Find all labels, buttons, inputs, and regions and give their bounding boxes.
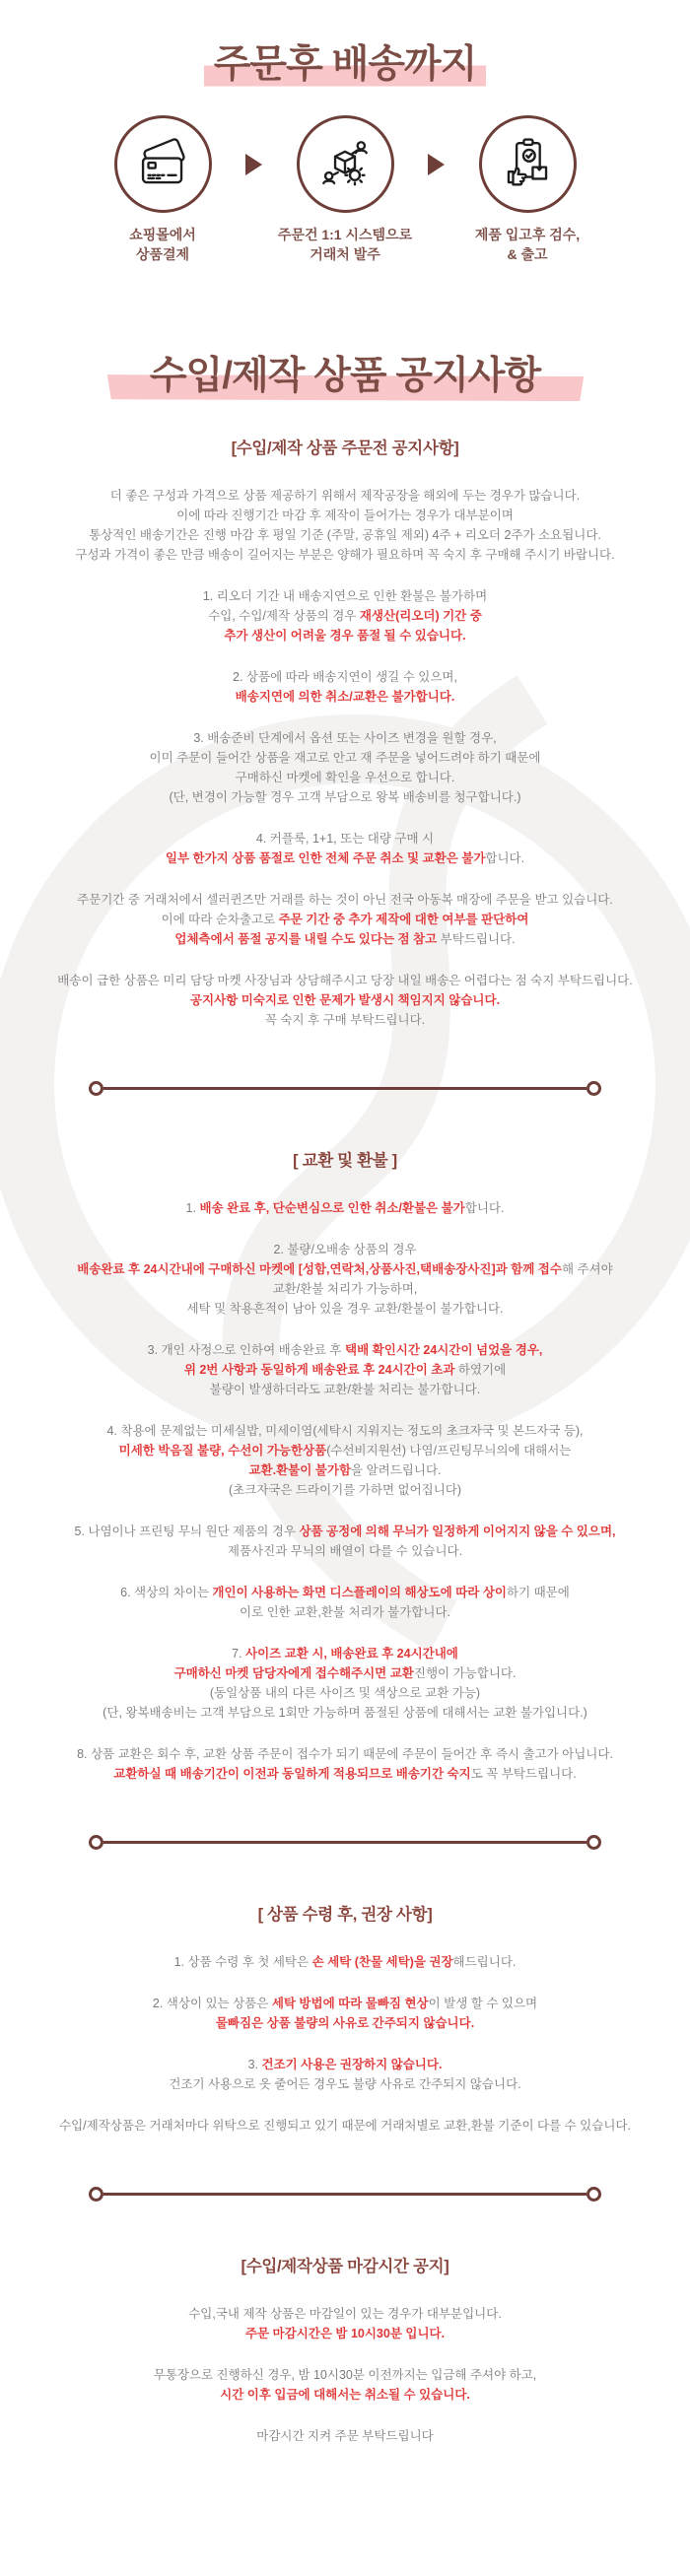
notice-text: 3. 배송준비 단계에서 옵션 또는 사이즈 변경을 원할 경우,: [193, 731, 497, 746]
section-exchange-refund: [0, 1147, 690, 1784]
notice-title: [0, 355, 690, 399]
notice-paragraph: [18, 1340, 672, 1399]
notice-text: 주문기간 중 거래처에서 셀러퀸즈만 거래를 하는 것이 아닌 전국 아동복 매장에 주문을 받고 있습니다.: [77, 893, 613, 908]
order-process-flow: [0, 115, 690, 265]
divider-line: [104, 1841, 586, 1844]
divider-line: [104, 1087, 586, 1090]
notice-text: 합니다.: [464, 1201, 505, 1216]
notice-text-emphasis: 배송지연에 의한 취소/교환은 불가합니다.: [235, 690, 455, 705]
section-heading: [수입/제작 상품 주문전 공지사항]: [231, 440, 459, 458]
notice-text: 무통장으로 진행하신 경우, 밤 10시30분 이전까지는 입금해 주셔야 하고,: [153, 2368, 537, 2383]
notice-paragraph: [18, 971, 672, 1030]
page-title: [0, 0, 690, 88]
notice-paragraph: [18, 1952, 672, 1972]
notice-paragraph: [18, 486, 672, 565]
section-after-receipt: [0, 1901, 690, 2135]
divider-ring-icon: [89, 1081, 104, 1096]
notice-text: 세탁 및 착용흔적이 남아 있을 경우 교환/환불이 불가합니다.: [186, 1302, 504, 1317]
process-step-label: 쇼핑몰에서 상품결제: [129, 226, 196, 263]
notice-text: 꼭 숙지 후 구매 부탁드립니다.: [264, 1013, 426, 1028]
order-system-icon: [297, 115, 394, 213]
notice-text: 1. 리오더 기간 내 배송지연으로 인한 환불은 불가하며: [202, 589, 488, 604]
section-body: [0, 2304, 690, 2446]
notice-text: 1.: [185, 1201, 200, 1216]
notice-text: 합니다.: [485, 851, 525, 866]
notice-text-emphasis: 일부 한가지 상품 품절로 인한 전체 주문 취소 및 교환은 불가: [165, 851, 486, 866]
section-divider: [89, 1081, 601, 1096]
notice-text: 7.: [232, 1647, 246, 1661]
notice-text-emphasis: 추가 생산이 어려울 경우 품절 될 수 있습니다.: [224, 629, 466, 644]
process-step-payment: [80, 115, 245, 265]
notice-text: 해 주셔야: [561, 1262, 613, 1277]
section-body: [0, 1198, 690, 1784]
inspection-shipping-icon: [479, 115, 577, 213]
notice-paragraph: [18, 1744, 672, 1784]
divider-line: [104, 2193, 586, 2196]
notice-paragraph: [18, 2304, 672, 2343]
notice-paragraph: [18, 890, 672, 949]
notice-title-text: 수입/제작 상품 공지사항: [142, 355, 548, 399]
section-heading: [ 교환 및 환불 ]: [293, 1152, 397, 1171]
notice-text-emphasis: 상품 공정에 의해 무늬가 일정하게 이어지지 않을 수 있으며,: [299, 1525, 616, 1539]
bottom-whitespace: [0, 2468, 690, 2576]
divider-ring-icon: [586, 1081, 601, 1096]
notice-text-emphasis: 미세한 박음질 불량, 수선이 가능한상품: [118, 1444, 327, 1458]
notice-text: 이 발생 할 수 있으며: [428, 1997, 538, 2011]
notice-text: 이미 주문이 들어간 상품을 재고로 안고 재 주문을 넣어드려야 하기 때문에: [149, 751, 541, 766]
notice-text-emphasis: 물빠짐은 상품 불량의 사유로 간주되지 않습니다.: [215, 2016, 475, 2031]
notice-text: (단, 왕복배송비는 고객 부담으로 1회만 가능하며 품절된 상품에 대해서는 교환 불가입니다.): [103, 1706, 587, 1721]
section-deadline-notice: [0, 2253, 690, 2446]
notice-paragraph: [18, 667, 672, 707]
notice-text-emphasis: 주문 마감시간은 밤 10시30분 입니다.: [244, 2327, 446, 2341]
notice-text: 해드립니다.: [452, 1955, 517, 1970]
notice-text: 이에 따라 진행기간 마감 후 제작이 들어가는 경우가 대부분이며: [176, 508, 514, 523]
notice-text-emphasis: 시간 이후 입금에 대해서는 취소될 수 있습니다.: [220, 2388, 470, 2403]
notice-text: 2. 상품에 따라 배송지연이 생길 수 있으며,: [233, 670, 457, 685]
notice-paragraph: [18, 2426, 672, 2446]
notice-text-emphasis: 손 세탁 (찬물 세탁)을 권장: [311, 1955, 453, 1970]
notice-text: 교환/환불 처리가 가능하며,: [272, 1282, 418, 1297]
notice-text: 4. 착용에 문제없는 미세실밥, 미세이염(세탁시 지워지는 정도의 초크자국 및 본드자국 등),: [106, 1424, 584, 1439]
notice-text: 2. 불량/오배송 상품의 경우: [273, 1243, 417, 1257]
notice-text-emphasis: 개인이 사용하는 화면 디스플레이의 해상도에 따라 상이: [212, 1586, 507, 1600]
credit-card-icon: [114, 115, 212, 213]
notice-text: 6. 색상의 차이는: [120, 1586, 213, 1600]
notice-text: 5. 나염이나 프린팅 무늬 원단 제품의 경우: [74, 1525, 300, 1539]
notice-text: 배송이 급한 상품은 미리 담당 마켓 사장님과 상담해주시고 당장 내일 배송은 어렵다는 점 숙지 부탁드립니다.: [57, 974, 633, 988]
notice-text: 수입/제작상품은 거래처마다 위탁으로 진행되고 있기 때문에 거래처별로 교환,환불 기준이 다를 수 있습니다.: [59, 2119, 631, 2134]
notice-paragraph: [18, 1198, 672, 1218]
process-step-inspection: [445, 115, 610, 265]
notice-text-emphasis: 건조기 사용은 권장하지 않습니다.: [261, 2058, 443, 2072]
notice-text-emphasis: 택배 확인시간 24시간이 넘었을 경우,: [345, 1343, 543, 1358]
notice-text-emphasis: 배송완료 후 24시간내에 구매하신 마켓에 [성함,연락처,상품사진,택배송장사진]과 함께 접수: [77, 1262, 562, 1277]
notice-paragraph: [18, 2055, 672, 2094]
notice-text-emphasis: 구매하신 마켓 담당자에게 접수해주시면 교환: [173, 1666, 414, 1681]
section-heading: [수입/제작상품 마감시간 공지]: [241, 2258, 449, 2276]
notice-text: (수선비지원선) 나염/프린팅무늬의에 대해서는: [326, 1444, 572, 1458]
arrow-right-icon: [428, 154, 445, 175]
notice-paragraph: [18, 829, 672, 868]
notice-paragraph: [18, 1644, 672, 1723]
notice-text: 도 꼭 부탁드립니다.: [470, 1767, 577, 1782]
divider-ring-icon: [89, 2187, 104, 2202]
notice-text-emphasis: 세탁 방법에 따라 물빠짐 현상: [271, 1997, 429, 2011]
notice-paragraph: [18, 728, 672, 807]
notice-text-emphasis: 업체측에서 품절 공지를 내릴 수도 있다는 점 참고: [174, 932, 438, 947]
notice-text: 수입,국내 제작 상품은 마감일이 있는 경우가 대부분입니다.: [188, 2307, 502, 2322]
notice-paragraph: [18, 2116, 672, 2135]
notice-text-emphasis: 배송 완료 후, 단순변심으로 인한 취소/환불은 불가: [199, 1201, 465, 1216]
notice-text: 부탁드립니다.: [437, 932, 516, 947]
notice-text: 이에 따라 순차출고로: [161, 913, 279, 927]
process-step-label: 주문건 1:1 시스템으로 거래처 발주: [277, 226, 413, 263]
notice-text: 이로 인한 교환,환불 처리가 불가합니다.: [239, 1605, 451, 1620]
notice-text-emphasis: 교환.환불이 불가함: [248, 1463, 352, 1478]
notice-paragraph: [18, 1583, 672, 1622]
notice-text: 4. 커플룩, 1+1, 또는 대량 구매 시: [255, 832, 435, 847]
notice-text: 2. 색상이 있는 상품은: [152, 1997, 272, 2011]
notice-text: 건조기 사용으로 옷 줄어든 경우도 불량 사유로 간주되지 않습니다.: [169, 2077, 521, 2092]
section-divider: [89, 2187, 601, 2202]
notice-text: (단, 변경이 가능할 경우 고객 부담으로 왕복 배송비를 청구합니다.): [169, 790, 521, 805]
notice-text: 진행이 가능합니다.: [413, 1666, 517, 1681]
notice-text: 마감시간 지켜 주문 부탁드립니다: [256, 2429, 434, 2444]
notice-text: 구성과 가격이 좋은 만큼 배송이 길어지는 부분은 양해가 필요하며 꼭 숙지 후 구매해 주시기 바랍니다.: [75, 548, 615, 563]
section-body: [0, 486, 690, 1030]
notice-text-emphasis: 공지사항 미숙지로 인한 문제가 발생시 책임지지 않습니다.: [189, 993, 501, 1008]
divider-ring-icon: [586, 2187, 601, 2202]
notice-text-emphasis: 주문 기간 중 추가 제작에 대한 여부를 판단하여: [278, 913, 529, 927]
section-divider: [89, 1835, 601, 1850]
notice-text: 3.: [247, 2058, 262, 2072]
notice-text-emphasis: 위 2번 사항과 동일하게 배송완료 후 24시간이 초과: [183, 1363, 455, 1378]
notice-text: 하였기에: [454, 1363, 507, 1378]
notice-paragraph: [18, 1522, 672, 1561]
notice-paragraph: [18, 1240, 672, 1319]
notice-text: 3. 개인 사정으로 인하여 배송완료 후: [147, 1343, 345, 1358]
notice-text: (초크자국은 드라이기를 가하면 없어집니다): [228, 1483, 462, 1498]
divider-ring-icon: [89, 1835, 104, 1850]
section-body: [0, 1952, 690, 2135]
process-step-order-system: [262, 115, 428, 265]
notice-text: 제품사진과 무늬의 배열이 다를 수 있습니다.: [227, 1544, 463, 1559]
notice-text: 더 좋은 구성과 가격으로 상품 제공하기 위해서 제작공장을 해외에 두는 경우가 많습니다.: [109, 489, 581, 504]
notice-paragraph: [18, 1421, 672, 1500]
notice-text: 하기 때문에: [507, 1586, 570, 1600]
process-step-label: 제품 입고후 검수, & 출고: [474, 226, 581, 263]
arrow-right-icon: [245, 154, 262, 175]
notice-text-emphasis: 사이즈 교환 시, 배송완료 후 24시간내에: [245, 1647, 458, 1661]
notice-text: 수입, 수입/제작 상품의 경우: [208, 609, 360, 624]
notice-text: (동일상품 내의 다른 사이즈 및 색상으로 교환 가능): [209, 1686, 481, 1701]
notice-text: 불량이 발생하더라도 교환/환불 처리는 불가합니다.: [209, 1383, 481, 1397]
notice-paragraph: [18, 2365, 672, 2405]
notice-text-emphasis: 재생산(리오더) 기간 중: [359, 609, 482, 624]
notice-text: 8. 상품 교환은 회수 후, 교환 상품 주문이 접수가 되기 때문에 주문이 들어간 후 즉시 출고가 아닙니다.: [77, 1747, 613, 1762]
page-title-text: 주문후 배송까지: [204, 43, 487, 88]
notice-paragraph: [18, 586, 672, 645]
section-heading: [ 상품 수령 후, 권장 사항]: [257, 1906, 433, 1925]
divider-ring-icon: [586, 1835, 601, 1850]
notice-text: 1. 상품 수령 후 첫 세탁은: [173, 1955, 312, 1970]
notice-text: 을 알려드립니다.: [351, 1463, 442, 1478]
notice-text: 구매하신 마켓에 확인을 우선으로 합니다.: [235, 771, 455, 785]
section-pre-order-notice: [0, 435, 690, 1030]
notice-paragraph: [18, 1994, 672, 2033]
notice-text: 통상적인 배송기간은 진행 마감 후 평일 기준 (주말, 공휴일 제외) 4주 + 리오더 2주가 소요됩니다.: [89, 528, 601, 543]
notice-text-emphasis: 교환하실 때 배송기간이 이전과 동일하게 적용되므로 배송기간 숙지: [113, 1767, 471, 1782]
